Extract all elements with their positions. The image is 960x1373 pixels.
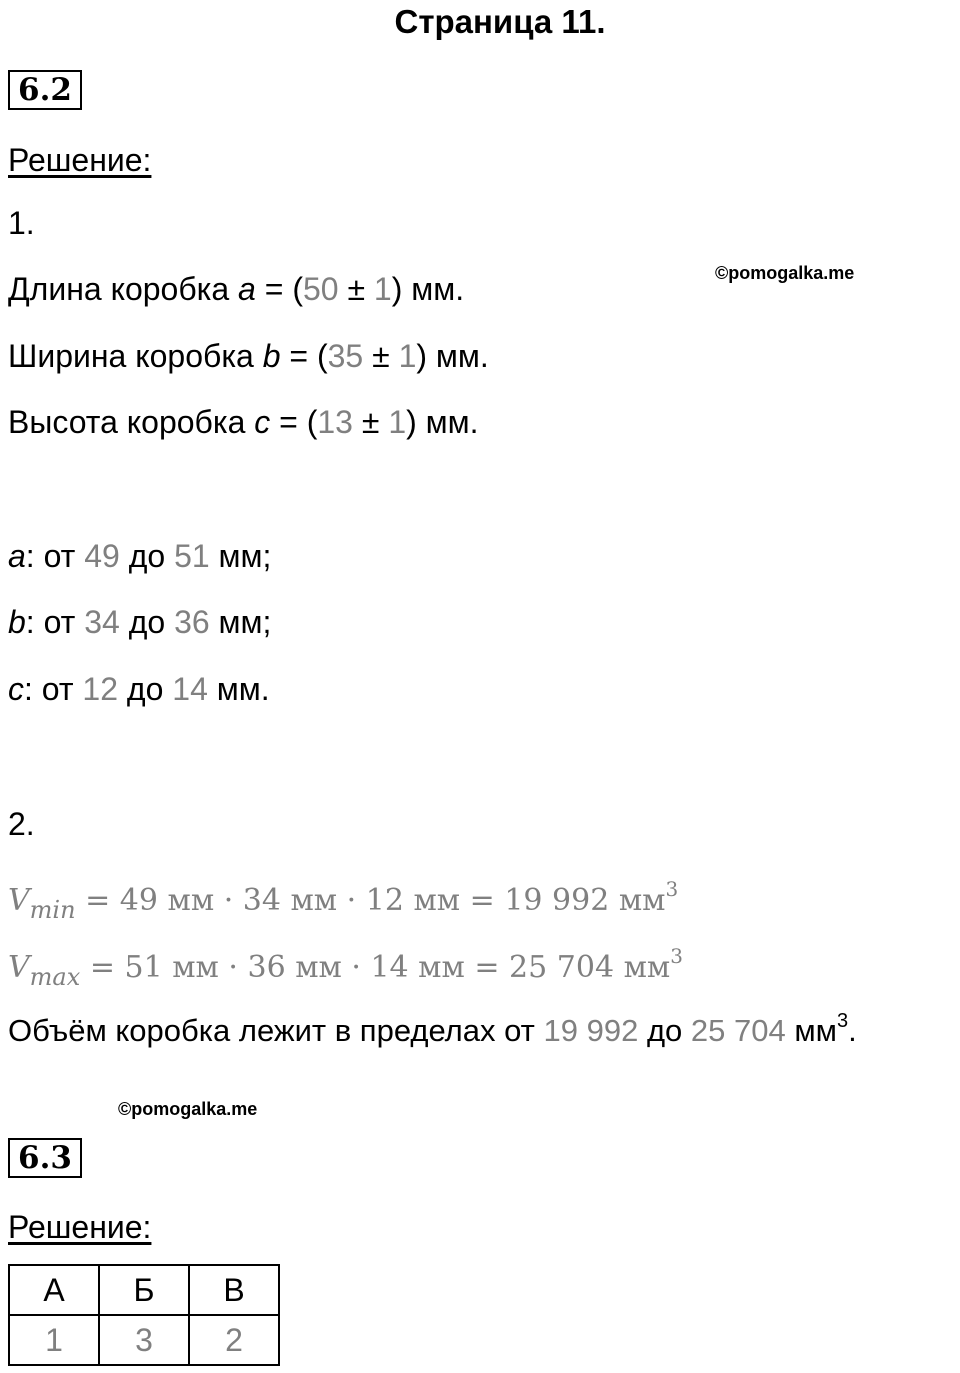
- table-header-row: [9, 1265, 279, 1315]
- dimension-line-width: Ширина коробка b = (35 ± 1) мм.: [8, 338, 489, 374]
- table-header-cell: Б: [99, 1265, 189, 1315]
- solution-heading-6-2: Решение:: [8, 142, 152, 178]
- table-cell: 3: [99, 1315, 189, 1365]
- task-number-6-2: 6.2: [8, 70, 82, 110]
- formula-v-max: $V_{max} = 51$ мм · 36 мм · 14 мм = 25 704 $мм^3$: [8, 944, 683, 991]
- watermark-bottom: ©pomogalka.me: [118, 1099, 258, 1119]
- conclusion-line: Объём коробка лежит в пределах от 19 992 до 25 704 $мм^3$.: [8, 1010, 857, 1048]
- table-cell: 2: [189, 1315, 279, 1365]
- task-number-6-3: 6.3: [8, 1138, 82, 1178]
- page-title: Страница 11.: [394, 3, 606, 40]
- table-row: [9, 1315, 279, 1365]
- solution-heading-6-3: Решение:: [8, 1209, 152, 1245]
- dimension-line-height: Высота коробка c = (13 ± 1) мм.: [8, 404, 479, 440]
- answer-table: [8, 1264, 280, 1366]
- part-1-label: 1.: [8, 205, 35, 241]
- table-cell: 1: [9, 1315, 99, 1365]
- dimension-line-length: Длина коробка a = (50 ± 1) мм.: [8, 271, 465, 307]
- table-header-cell: А: [9, 1265, 99, 1315]
- part-2-label: 2.: [8, 806, 35, 842]
- table-header-cell: В: [189, 1265, 279, 1315]
- range-line-a: a: от 49 до 51 мм;: [8, 538, 272, 574]
- formula-v-min: $V_{min} = 49$ мм · 34 мм · 12 мм = 19 992 $мм^3$: [8, 877, 679, 924]
- range-line-b: b: от 34 до 36 мм;: [8, 604, 272, 640]
- range-line-c: c: от 12 до 14 мм.: [8, 671, 270, 707]
- watermark-top: ©pomogalka.me: [715, 263, 855, 283]
